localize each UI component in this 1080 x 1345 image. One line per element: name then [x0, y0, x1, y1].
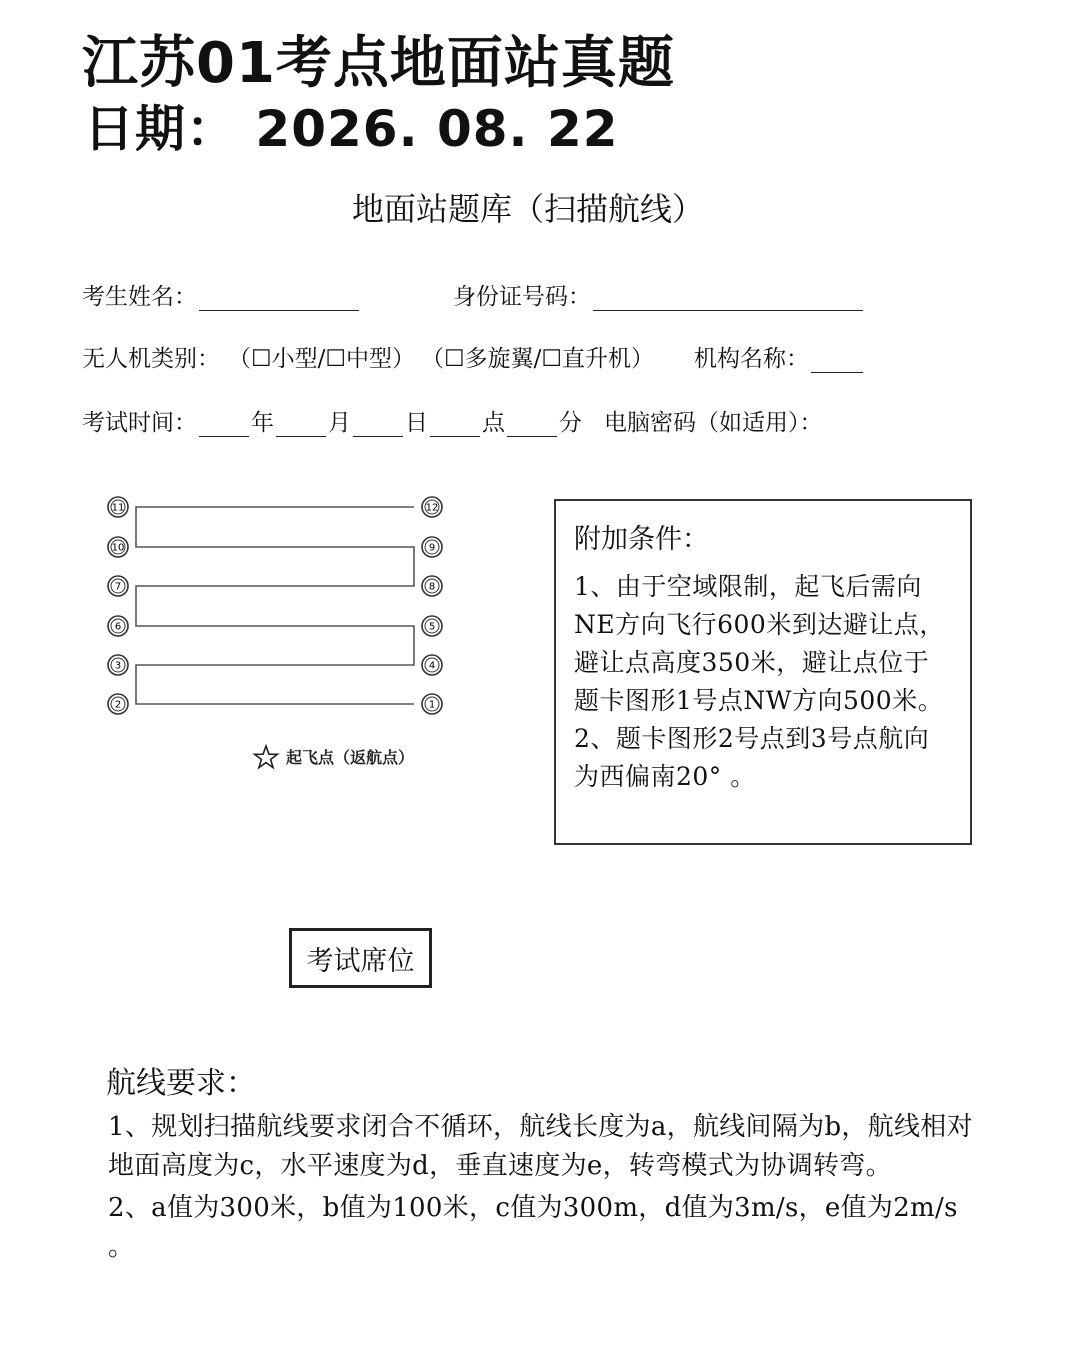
waypoint-10 — [108, 537, 128, 557]
waypoint-label: 11 — [111, 502, 125, 514]
takeoff-label: 起飞点（返航点） — [286, 748, 415, 767]
requirements-title: 航线要求： — [106, 1066, 256, 1101]
waypoint-11 — [108, 497, 128, 517]
takeoff-marker — [255, 746, 278, 768]
waypoint-4 — [422, 655, 442, 675]
waypoint-label: 5 — [428, 621, 436, 633]
waypoint-1 — [422, 694, 442, 714]
id-number-blank[interactable] — [593, 288, 863, 311]
id-label: 身份证号码： — [453, 284, 591, 310]
extra-condition-line: 1、由于空域限制，起飞后需向 — [574, 572, 922, 601]
exam-time-row — [82, 404, 823, 437]
uav-size-options[interactable]: （☐小型/☐中型） — [228, 346, 415, 372]
route-path — [136, 507, 414, 704]
requirement-item-2: 2、a值为300米，b值为100米，c值为300m，d值为3m/s，e值为2m/s — [108, 1193, 958, 1223]
waypoint-label: 8 — [428, 581, 436, 593]
hour-label: 点 — [482, 410, 505, 436]
day-blank[interactable] — [353, 414, 403, 437]
waypoint-5 — [422, 616, 442, 636]
uav-category-row — [82, 340, 865, 373]
extra-condition-line: 2、题卡图形2号点到3号点航向 — [574, 724, 930, 753]
requirement-item-1: 1、规划扫描航线要求闭合不循环，航线长度为a，航线间隔为b，航线相对地面高度为c，水平速度为d，垂直速度为e，转弯模式为协调转弯。 — [108, 1112, 973, 1181]
waypoint-2 — [108, 694, 128, 714]
name-blank[interactable] — [199, 288, 359, 311]
name-label: 考生姓名： — [82, 284, 197, 310]
extra-conditions-box — [554, 499, 972, 845]
exam-time-label: 考试时间： — [82, 410, 197, 436]
waypoint-label: 2 — [114, 699, 122, 711]
exam-seat-box: 考试席位 — [289, 928, 432, 988]
org-name-blank[interactable] — [811, 350, 863, 373]
question-bank-subtitle: 地面站题库（扫描航线） — [352, 190, 705, 228]
waypoint-9 — [422, 537, 442, 557]
requirement-item-2-end: 。 — [108, 1232, 135, 1262]
extra-condition-line: 避让点高度350米，避让点位于 — [574, 648, 930, 677]
month-blank[interactable] — [276, 414, 326, 437]
waypoint-3 — [108, 655, 128, 675]
waypoint-7 — [108, 576, 128, 596]
route-points — [108, 497, 442, 714]
uav-type-options[interactable]: （☐多旋翼/☐直升机） — [421, 346, 654, 372]
waypoint-label: 9 — [428, 542, 436, 554]
waypoint-label: 7 — [114, 581, 122, 593]
waypoint-label: 1 — [428, 699, 436, 711]
star-icon — [255, 746, 278, 768]
year-blank[interactable] — [199, 414, 249, 437]
waypoint-label: 6 — [114, 621, 122, 633]
extra-condition-line: NE方向飞行600米到达避让点， — [574, 610, 945, 639]
hour-blank[interactable] — [430, 414, 480, 437]
waypoint-label: 4 — [428, 660, 436, 672]
minute-blank[interactable] — [507, 414, 557, 437]
waypoint-8 — [422, 576, 442, 596]
uav-category-label: 无人机类别： — [82, 346, 220, 372]
extra-condition-line: 题卡图形1号点NW方向500米。 — [574, 686, 944, 715]
pc-password-label: 电脑密码（如适用）： — [604, 410, 823, 436]
requirements-body — [108, 1108, 978, 1267]
candidate-info-row — [82, 278, 865, 311]
minute-label: 分 — [559, 410, 582, 436]
waypoint-label: 12 — [425, 502, 439, 514]
waypoint-6 — [108, 616, 128, 636]
waypoint-label: 3 — [114, 660, 122, 672]
org-name-label: 机构名称： — [694, 346, 809, 372]
year-label: 年 — [251, 410, 274, 436]
month-label: 月 — [328, 410, 351, 436]
scan-route-diagram — [96, 490, 456, 780]
waypoint-12 — [422, 497, 442, 517]
exam-date: 日期： 2026. 08. 22 — [84, 100, 619, 158]
waypoint-label: 10 — [111, 542, 125, 554]
extra-conditions-title: 附加条件： — [574, 524, 709, 555]
extra-condition-line: 为西偏南20° 。 — [574, 762, 756, 791]
document-title: 江苏01考点地面站真题 — [82, 31, 675, 96]
day-label: 日 — [405, 410, 428, 436]
